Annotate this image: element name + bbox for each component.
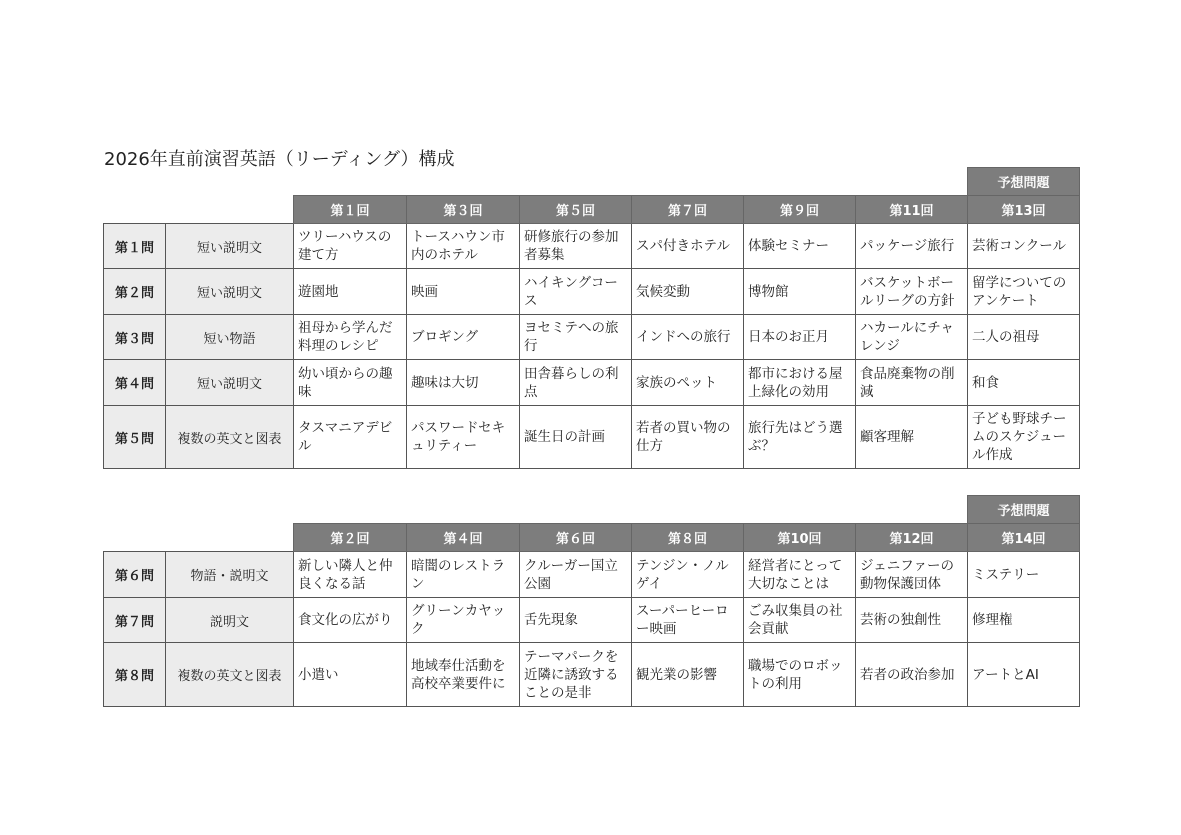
topic-cell: パッケージ旅行 xyxy=(856,224,968,269)
question-genre: 複数の英文と図表 xyxy=(166,406,294,469)
question-genre: 短い物語 xyxy=(166,315,294,360)
question-number: 第４問 xyxy=(104,360,166,406)
table-row xyxy=(104,360,1080,406)
round-header: 第11回 xyxy=(856,196,968,224)
topic-cell: タスマニアデビル xyxy=(294,406,407,469)
question-genre: 説明文 xyxy=(166,598,294,643)
topic-cell: 観光業の影響 xyxy=(632,643,744,707)
topic-cell: ヨセミテへの旅行 xyxy=(520,315,632,360)
topic-cell: 家族のペット xyxy=(632,360,744,406)
question-number: 第５問 xyxy=(104,406,166,469)
table-row xyxy=(104,406,1080,469)
table-row xyxy=(104,315,1080,360)
topic-cell: グリーンカヤック xyxy=(407,598,520,643)
topic-cell: 旅行先はどう選ぶ？ xyxy=(744,406,856,469)
question-genre: 物語・説明文 xyxy=(166,552,294,598)
topic-cell: テーマパークを近隣に誘致することの是非 xyxy=(520,643,632,707)
topic-cell: 博物館 xyxy=(744,269,856,315)
topic-cell: 顧客理解 xyxy=(856,406,968,469)
topic-cell: ツリーハウスの建て方 xyxy=(294,224,407,269)
round-header: 第14回 xyxy=(968,524,1080,552)
topic-cell: 遊園地 xyxy=(294,269,407,315)
round-header: 第10回 xyxy=(744,524,856,552)
topic-cell: 田舎暮らしの利点 xyxy=(520,360,632,406)
predict-label: 予想問題 xyxy=(968,496,1080,524)
topic-cell: 食品廃棄物の削減 xyxy=(856,360,968,406)
topic-cell: 芸術コンクール xyxy=(968,224,1080,269)
table-row xyxy=(104,598,1080,643)
topic-cell: 若者の政治参加 xyxy=(856,643,968,707)
topic-cell: 日本のお正月 xyxy=(744,315,856,360)
schedule-table-1 xyxy=(103,167,1080,469)
topic-cell: バスケットボールリーグの方針 xyxy=(856,269,968,315)
topic-cell: 幼い頃からの趣味 xyxy=(294,360,407,406)
round-header: 第９回 xyxy=(744,196,856,224)
topic-cell: スパ付きホテル xyxy=(632,224,744,269)
topic-cell: 子ども野球チームのスケジュール作成 xyxy=(968,406,1080,469)
question-number: 第８問 xyxy=(104,643,166,707)
round-header: 第８回 xyxy=(632,524,744,552)
topic-cell: クルーガー国立公園 xyxy=(520,552,632,598)
topic-cell: 地域奉仕活動を高校卒業要件に xyxy=(407,643,520,707)
topic-cell: 暗闇のレストラン xyxy=(407,552,520,598)
topic-cell: ブロギング xyxy=(407,315,520,360)
question-number: 第１問 xyxy=(104,224,166,269)
topic-cell: 和食 xyxy=(968,360,1080,406)
page-title: 2026年直前演習英語（リーディング）構成 xyxy=(104,149,455,170)
topic-cell: ハカールにチャレンジ xyxy=(856,315,968,360)
topic-cell: アートとAI xyxy=(968,643,1080,707)
round-header: 第７回 xyxy=(632,196,744,224)
table-row xyxy=(104,269,1080,315)
question-genre: 短い説明文 xyxy=(166,224,294,269)
topic-cell: ごみ収集員の社会貢献 xyxy=(744,598,856,643)
topic-cell: 留学についてのアンケート xyxy=(968,269,1080,315)
round-header: 第１回 xyxy=(294,196,407,224)
topic-cell: 映画 xyxy=(407,269,520,315)
topic-cell: ハイキングコース xyxy=(520,269,632,315)
topic-cell: 誕生日の計画 xyxy=(520,406,632,469)
topic-cell: 経営者にとって大切なことは xyxy=(744,552,856,598)
topic-cell: 研修旅行の参加者募集 xyxy=(520,224,632,269)
topic-cell: ミステリー xyxy=(968,552,1080,598)
topic-cell: スーパーヒーロー映画 xyxy=(632,598,744,643)
topic-cell: 趣味は大切 xyxy=(407,360,520,406)
topic-cell: 芸術の独創性 xyxy=(856,598,968,643)
topic-cell: パスワードセキュリティー xyxy=(407,406,520,469)
question-number: 第６問 xyxy=(104,552,166,598)
schedule-table-2 xyxy=(103,495,1080,707)
round-header: 第５回 xyxy=(520,196,632,224)
topic-cell: 小遣い xyxy=(294,643,407,707)
topic-cell: ジェニファーの動物保護団体 xyxy=(856,552,968,598)
topic-cell: 新しい隣人と仲良くなる話 xyxy=(294,552,407,598)
predict-label: 予想問題 xyxy=(968,168,1080,196)
question-genre: 短い説明文 xyxy=(166,360,294,406)
question-number: 第７問 xyxy=(104,598,166,643)
round-header: 第６回 xyxy=(520,524,632,552)
topic-cell: インドへの旅行 xyxy=(632,315,744,360)
table-row xyxy=(104,224,1080,269)
topic-cell: テンジン・ノルゲイ xyxy=(632,552,744,598)
question-number: 第２問 xyxy=(104,269,166,315)
round-header: 第12回 xyxy=(856,524,968,552)
question-number: 第３問 xyxy=(104,315,166,360)
question-genre: 複数の英文と図表 xyxy=(166,643,294,707)
topic-cell: トースハウン市内のホテル xyxy=(407,224,520,269)
topic-cell: 祖母から学んだ料理のレシピ xyxy=(294,315,407,360)
round-header: 第４回 xyxy=(407,524,520,552)
topic-cell: 気候変動 xyxy=(632,269,744,315)
table-row xyxy=(104,643,1080,707)
topic-cell: 都市における屋上緑化の効用 xyxy=(744,360,856,406)
topic-cell: 舌先現象 xyxy=(520,598,632,643)
topic-cell: 修理権 xyxy=(968,598,1080,643)
topic-cell: 二人の祖母 xyxy=(968,315,1080,360)
topic-cell: 食文化の広がり xyxy=(294,598,407,643)
round-header: 第13回 xyxy=(968,196,1080,224)
topic-cell: 体験セミナー xyxy=(744,224,856,269)
table-row xyxy=(104,552,1080,598)
topic-cell: 職場でのロボットの利用 xyxy=(744,643,856,707)
question-genre: 短い説明文 xyxy=(166,269,294,315)
round-header: 第３回 xyxy=(407,196,520,224)
topic-cell: 若者の買い物の仕方 xyxy=(632,406,744,469)
round-header: 第２回 xyxy=(294,524,407,552)
